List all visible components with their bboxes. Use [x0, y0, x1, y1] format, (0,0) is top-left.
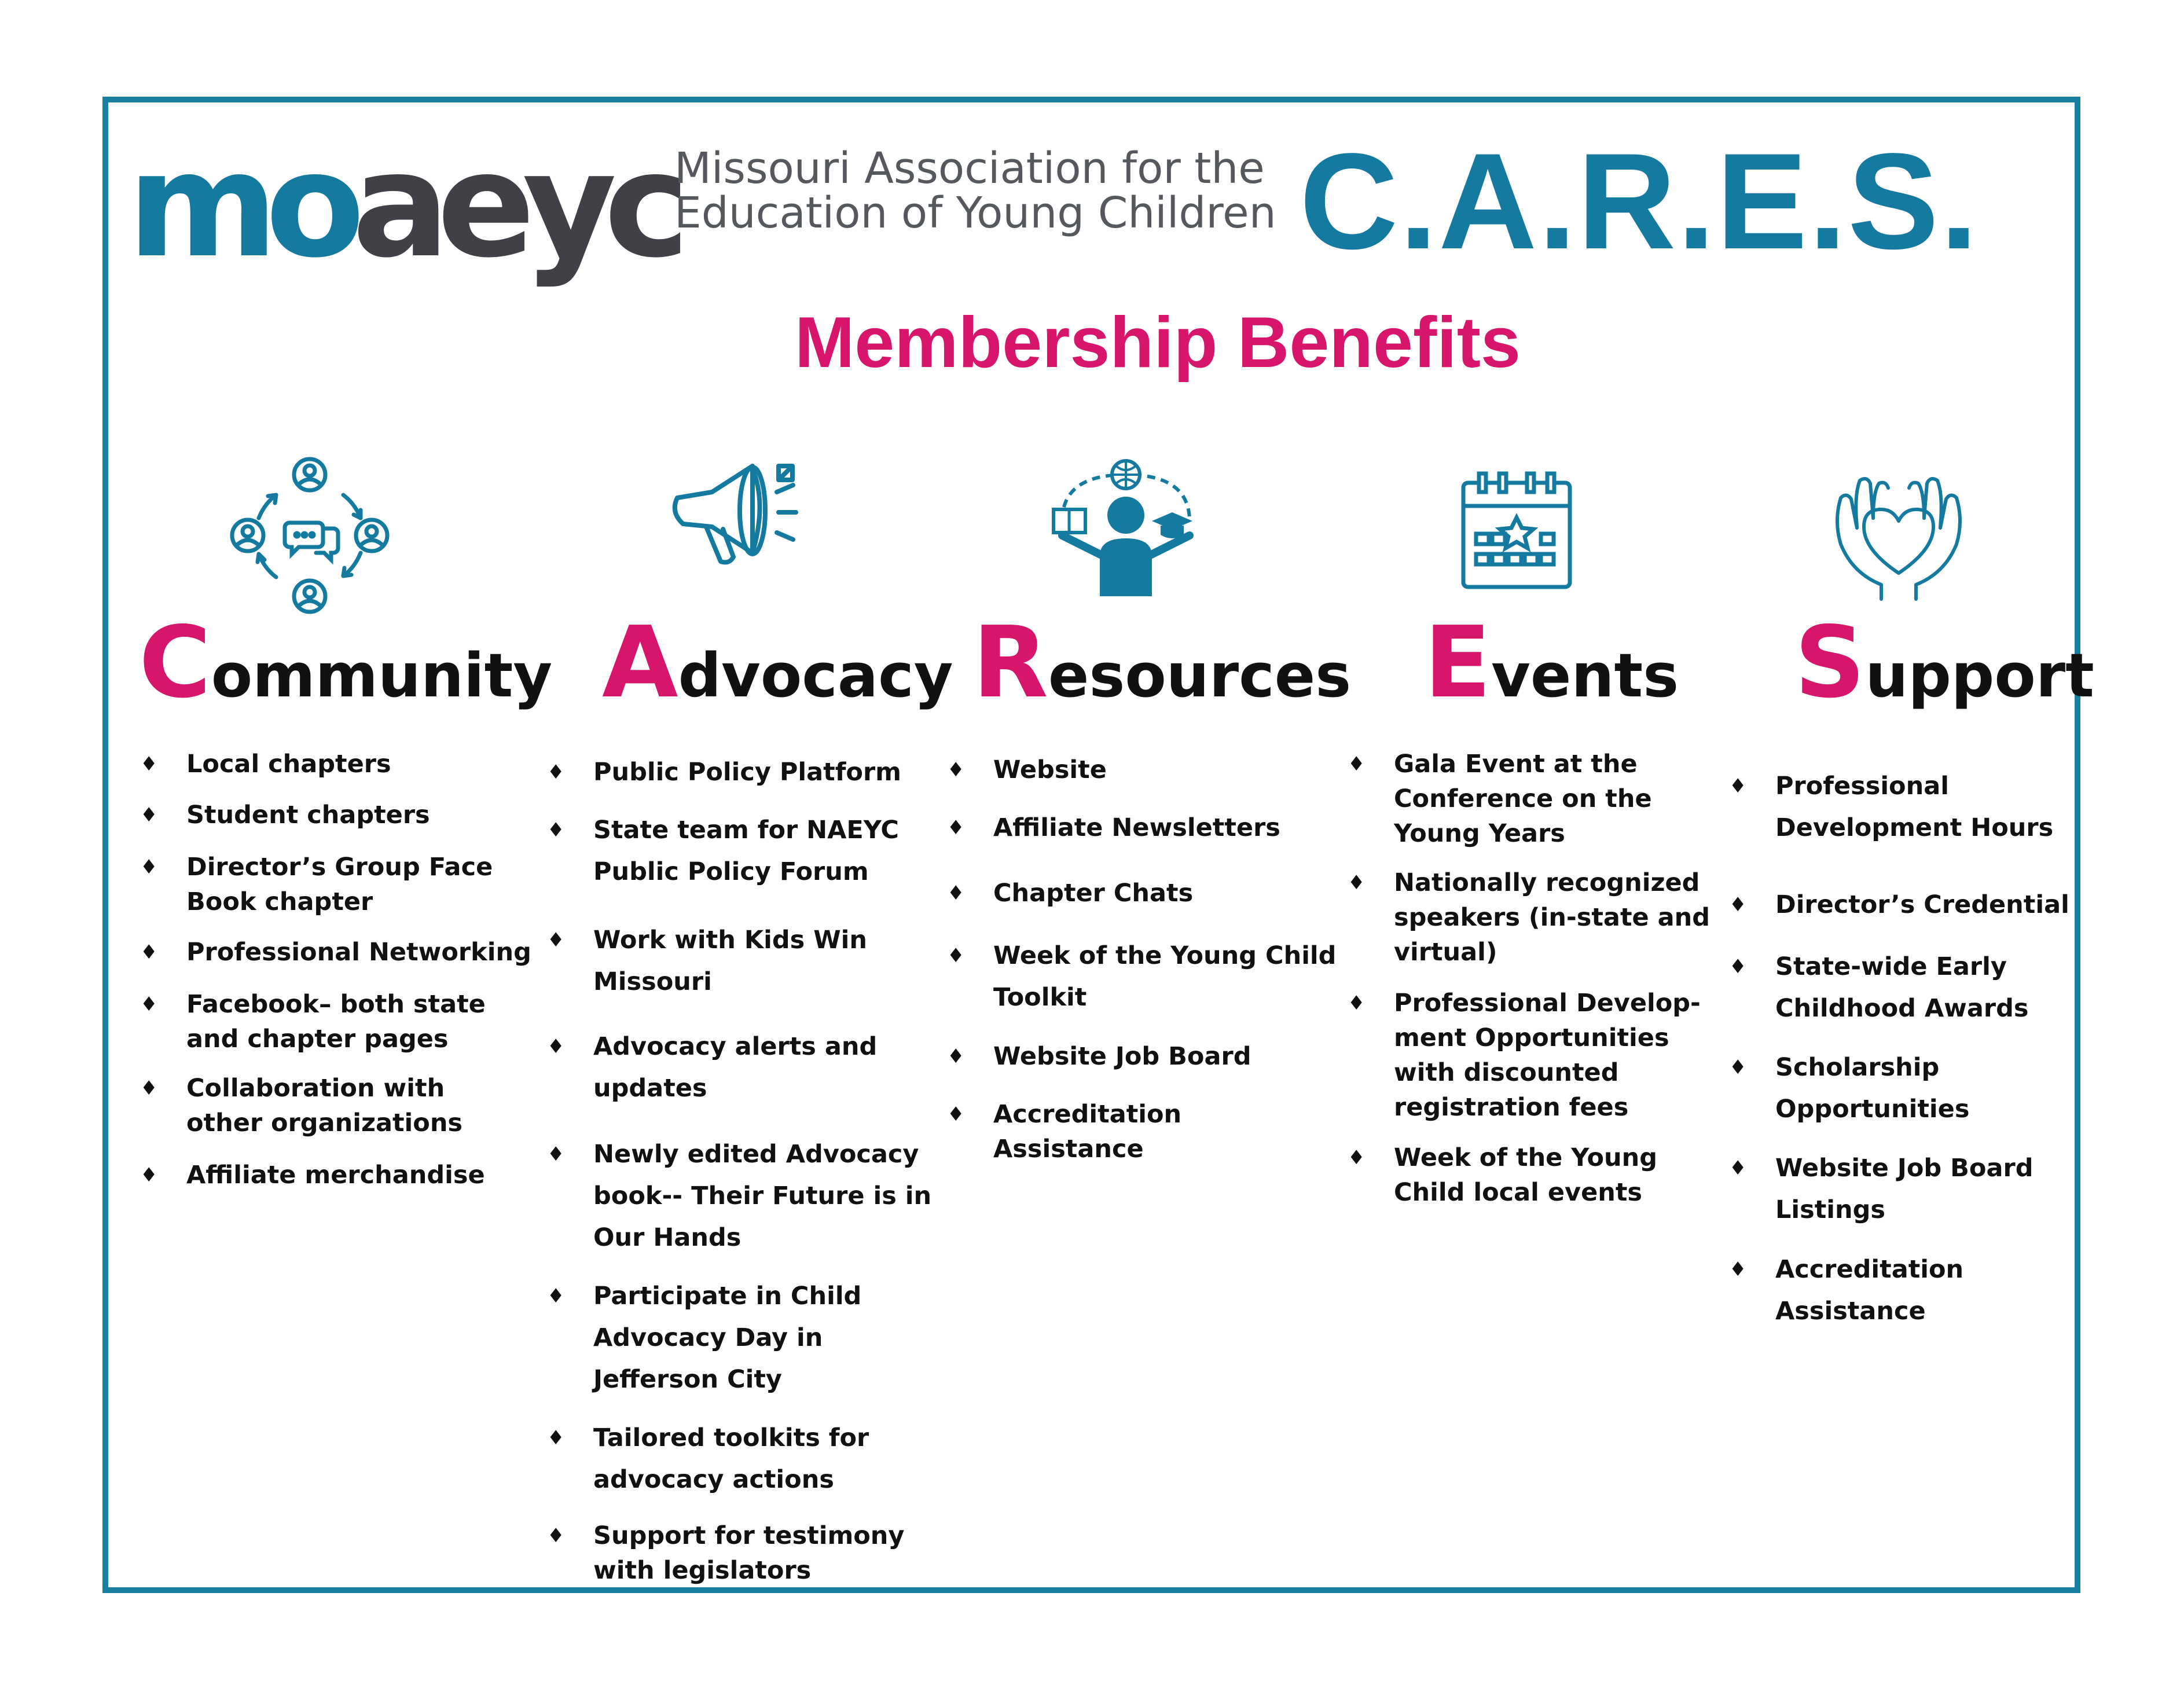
- list-item-text: Director’s Credential: [1775, 890, 2069, 919]
- list-item-text: Our Hands: [593, 1223, 742, 1252]
- heart-hands-icon: [1829, 475, 1968, 602]
- diamond-bullet-icon: ♦: [1348, 992, 1366, 1015]
- diamond-bullet-icon: ♦: [947, 1103, 965, 1126]
- calendar-star-icon: [1459, 470, 1574, 592]
- list-item-text: Assistance: [993, 1135, 1144, 1164]
- list-item-text: Professional: [1775, 772, 1949, 801]
- list-item-text: Facebook– both state: [186, 990, 486, 1019]
- diamond-bullet-icon: ♦: [140, 993, 158, 1016]
- advocacy-title: [602, 606, 953, 720]
- diamond-bullet-icon: ♦: [947, 1045, 965, 1068]
- list-item-text: Professional Develop-: [1394, 989, 1701, 1018]
- list-item: [547, 1417, 869, 1500]
- list-item: [1729, 1047, 1970, 1130]
- diamond-bullet-icon: ♦: [947, 816, 965, 839]
- resources-title-rest: esources: [1048, 640, 1352, 711]
- list-item-text: Toolkit: [993, 983, 1087, 1012]
- list-item-text: Childhood Awards: [1775, 994, 2029, 1023]
- list-item-text: Collaboration with: [186, 1074, 445, 1103]
- diamond-bullet-icon: ♦: [547, 929, 565, 952]
- events-title: [1424, 606, 1679, 720]
- list-item: [140, 1071, 463, 1140]
- list-item-text: Public Policy Platform: [593, 758, 901, 787]
- list-item-text: Director’s Group Face: [186, 853, 493, 882]
- list-item: [547, 1275, 862, 1400]
- list-item-text: Development Hours: [1775, 813, 2054, 842]
- learner-resources-icon: [1051, 457, 1201, 602]
- list-item: [1729, 765, 2054, 849]
- list-item: [1729, 1249, 1964, 1332]
- organization-name: [674, 146, 1276, 236]
- list-item: [947, 876, 1194, 911]
- list-item-text: Listings: [1775, 1195, 1886, 1224]
- list-item-text: Local chapters: [186, 750, 391, 779]
- diamond-bullet-icon: ♦: [140, 1164, 158, 1187]
- resources-initial: R: [972, 606, 1048, 720]
- diamond-bullet-icon: ♦: [1729, 893, 1747, 916]
- list-item-text: Assistance: [1775, 1297, 1926, 1326]
- list-item: [140, 850, 493, 919]
- megaphone-icon: [666, 457, 816, 573]
- list-item-text: advocacy actions: [593, 1465, 834, 1494]
- list-item: [547, 809, 899, 893]
- list-item-text: ment Opportunities: [1394, 1023, 1669, 1052]
- list-item: [947, 1039, 1251, 1074]
- list-item-text: Opportunities: [1775, 1095, 1970, 1124]
- diamond-bullet-icon: ♦: [947, 944, 965, 967]
- moaeyc-logo: moaeyc: [127, 121, 677, 289]
- diamond-bullet-icon: ♦: [140, 856, 158, 879]
- list-item-text: Missouri: [593, 967, 712, 996]
- list-item: [1348, 986, 1701, 1125]
- diamond-bullet-icon: ♦: [140, 753, 158, 776]
- list-item: [947, 753, 1107, 787]
- diamond-bullet-icon: ♦: [1729, 1258, 1747, 1281]
- list-item-text: Website Job Board: [993, 1042, 1251, 1071]
- list-item: [140, 987, 486, 1056]
- events-title-rest: vents: [1491, 640, 1679, 711]
- diamond-bullet-icon: ♦: [547, 1426, 565, 1450]
- diamond-bullet-icon: ♦: [1729, 1056, 1747, 1079]
- list-item-text: Advocacy alerts and: [593, 1032, 878, 1061]
- list-item-text: Website Job Board: [1775, 1154, 2033, 1183]
- advocacy-initial: A: [602, 606, 678, 720]
- list-item-text: Professional Networking: [186, 938, 531, 967]
- list-item-text: other organizations: [186, 1109, 463, 1137]
- list-item-text: Week of the Young Child: [993, 941, 1337, 970]
- list-item-text: Book chapter: [186, 887, 373, 916]
- diamond-bullet-icon: ♦: [1729, 1157, 1747, 1180]
- list-item: [140, 935, 531, 970]
- list-item: [947, 810, 1280, 845]
- community-title-rest: ommunity: [211, 640, 553, 711]
- diamond-bullet-icon: ♦: [947, 882, 965, 905]
- diamond-bullet-icon: ♦: [140, 941, 158, 964]
- list-item: [140, 1158, 485, 1192]
- diamond-bullet-icon: ♦: [547, 1285, 565, 1308]
- community-title: [139, 606, 553, 720]
- list-item-text: with discounted: [1394, 1058, 1619, 1087]
- list-item-text: Scholarship: [1775, 1053, 1940, 1082]
- diamond-bullet-icon: ♦: [547, 1035, 565, 1058]
- list-item: [1348, 1140, 1658, 1210]
- list-item: [547, 1026, 878, 1109]
- list-item-text: Work with Kids Win: [593, 926, 867, 955]
- support-initial: S: [1794, 606, 1866, 720]
- list-item-text: book-- Their Future is in: [593, 1181, 932, 1210]
- list-item-text: and chapter pages: [186, 1025, 449, 1054]
- list-item-text: Advocacy Day in: [593, 1323, 823, 1352]
- list-item: [1348, 865, 1711, 970]
- support-title: [1794, 606, 2094, 720]
- list-item: [1348, 747, 1652, 851]
- community-network-icon: [229, 454, 391, 617]
- list-item: [1729, 1147, 2033, 1231]
- list-item: [947, 1097, 1182, 1166]
- diamond-bullet-icon: ♦: [547, 819, 565, 842]
- list-item-text: Gala Event at the: [1394, 750, 1638, 779]
- list-item: [547, 1133, 932, 1258]
- list-item-text: with legislators: [593, 1556, 812, 1585]
- diamond-bullet-icon: ♦: [140, 803, 158, 827]
- list-item: [547, 1518, 905, 1588]
- diamond-bullet-icon: ♦: [1729, 955, 1747, 978]
- list-item-text: updates: [593, 1074, 707, 1103]
- diamond-bullet-icon: ♦: [140, 1077, 158, 1100]
- list-item-text: State team for NAEYC: [593, 816, 899, 845]
- list-item: [947, 935, 1337, 1018]
- list-item: [547, 919, 867, 1003]
- diamond-bullet-icon: ♦: [547, 761, 565, 784]
- list-item-text: Young Years: [1394, 819, 1565, 848]
- list-item: [1729, 884, 2069, 926]
- resources-title: [972, 606, 1352, 720]
- list-item-text: Tailored toolkits for: [593, 1423, 869, 1452]
- list-item-text: Student chapters: [186, 801, 430, 830]
- diamond-bullet-icon: ♦: [547, 1524, 565, 1547]
- list-item-text: Chapter Chats: [993, 879, 1194, 908]
- list-item-text: Child local events: [1394, 1178, 1643, 1207]
- list-item-text: Accreditation: [993, 1100, 1182, 1129]
- diamond-bullet-icon: ♦: [547, 1143, 565, 1166]
- list-item-text: Newly edited Advocacy: [593, 1140, 919, 1169]
- list-item-text: Nationally recognized: [1394, 868, 1700, 897]
- support-title-rest: upport: [1865, 640, 2094, 711]
- list-item-text: Jefferson City: [593, 1365, 782, 1394]
- list-item-text: Conference on the: [1394, 784, 1652, 813]
- advocacy-title-rest: dvocacy: [678, 640, 953, 711]
- list-item-text: Participate in Child: [593, 1282, 862, 1311]
- cares-title: C.A.R.E.S.: [1300, 125, 1979, 278]
- list-item: [140, 798, 430, 832]
- diamond-bullet-icon: ♦: [1348, 753, 1366, 776]
- membership-benefits-heading: Membership Benefits: [794, 303, 1521, 383]
- list-item-text: Week of the Young: [1394, 1143, 1658, 1172]
- list-item-text: Affiliate Newsletters: [993, 813, 1280, 842]
- list-item-text: Support for testimony: [593, 1521, 905, 1550]
- list-item-text: State-wide Early: [1775, 952, 2007, 981]
- list-item-text: Website: [993, 755, 1107, 784]
- list-item-text: Public Policy Forum: [593, 857, 869, 886]
- list-item: [140, 747, 391, 781]
- list-item: [1729, 946, 2029, 1029]
- events-initial: E: [1424, 606, 1492, 720]
- organization-name-line-1: Missouri Association for the: [674, 144, 1265, 193]
- list-item-text: speakers (in-state and: [1394, 903, 1711, 932]
- list-item-text: Affiliate merchandise: [186, 1161, 485, 1190]
- list-item: [547, 751, 901, 793]
- diamond-bullet-icon: ♦: [1348, 871, 1366, 894]
- list-item-text: registration fees: [1394, 1093, 1629, 1122]
- diamond-bullet-icon: ♦: [1729, 775, 1747, 798]
- diamond-bullet-icon: ♦: [1348, 1146, 1366, 1169]
- community-initial: C: [139, 606, 211, 720]
- organization-name-line-2: Education of Young Children: [674, 188, 1276, 238]
- diamond-bullet-icon: ♦: [947, 758, 965, 781]
- list-item-text: virtual): [1394, 938, 1497, 967]
- list-item-text: Accreditation: [1775, 1255, 1964, 1284]
